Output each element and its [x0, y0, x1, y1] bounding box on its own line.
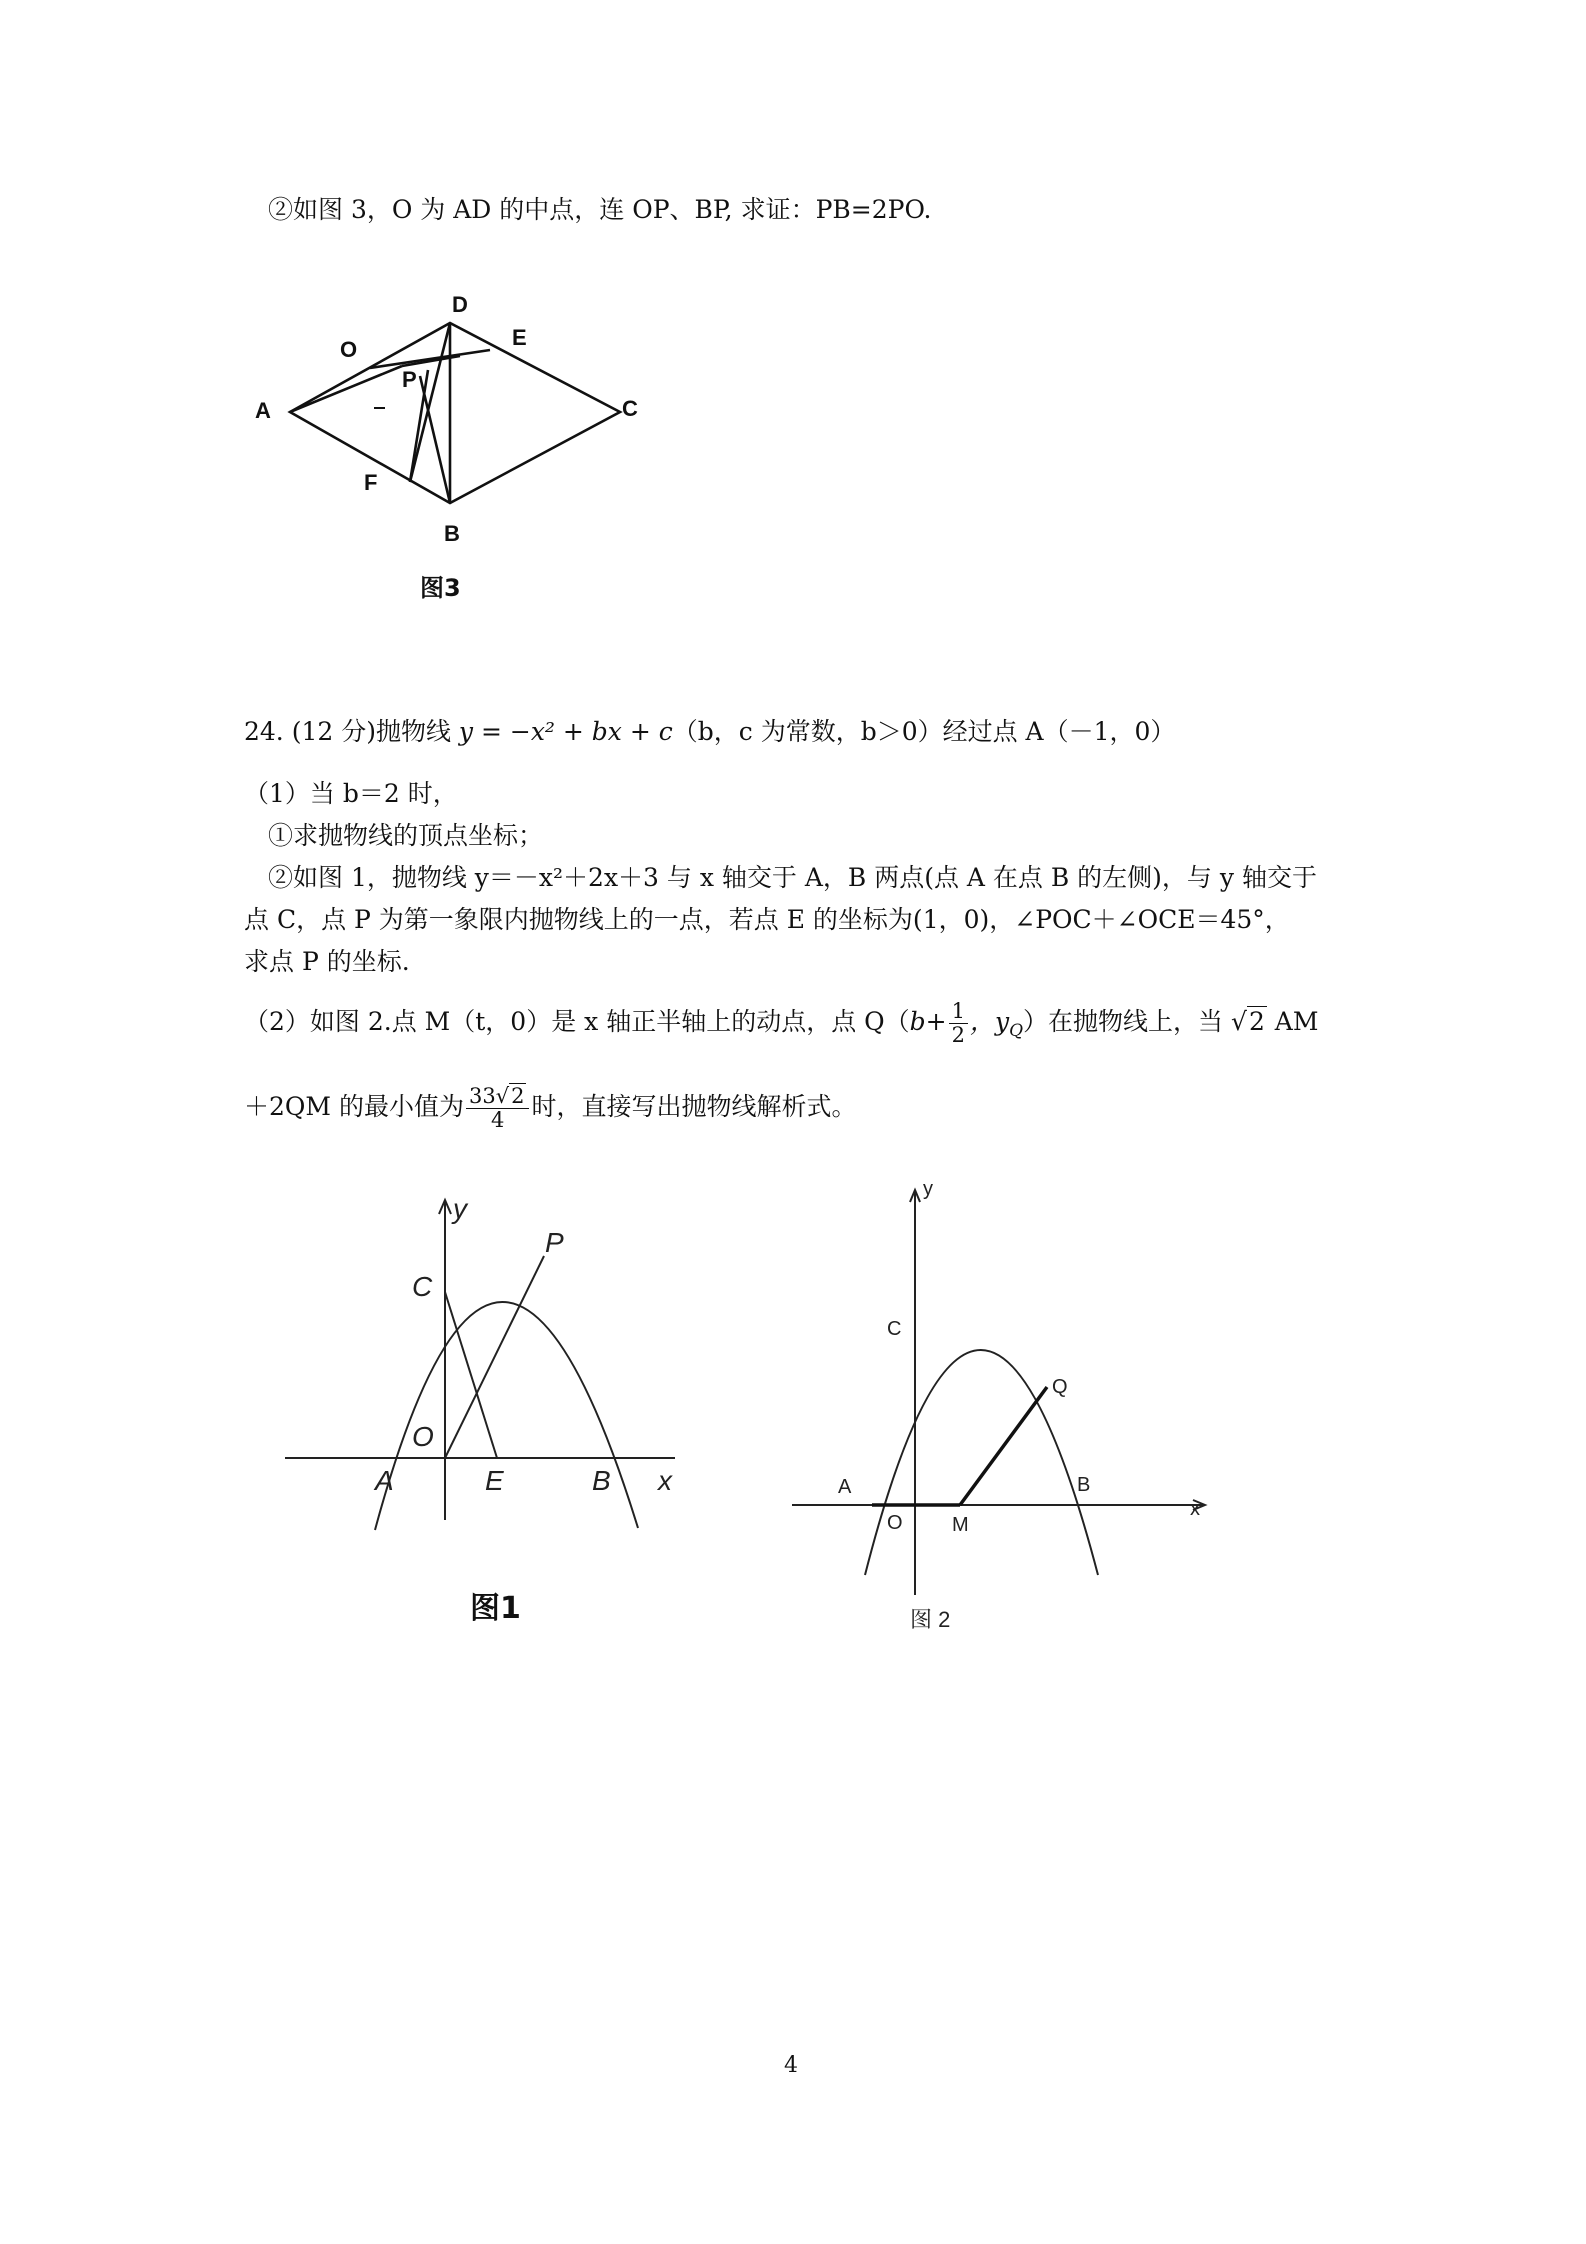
fig1-label-e: E — [485, 1465, 504, 1496]
q2-min-num: 33√2 — [466, 1085, 530, 1109]
q2-am: AM — [1266, 1007, 1319, 1036]
fig1-label-y: y — [453, 1193, 467, 1224]
problem-24-suffix: （b，c 为常数，b＞0）经过点 A（－1，0） — [672, 717, 1176, 746]
q1-part-b-line-3: 求点 P 的坐标. — [244, 947, 410, 976]
q2-start: （2）如图 2.点 M（t，0）是 x 轴正半轴上的动点，点 Q（ — [244, 1007, 910, 1036]
problem-24-statement — [244, 715, 1175, 749]
q1-part-a: ①求抛物线的顶点坐标； — [268, 821, 544, 850]
fig1-label-x: x — [658, 1465, 672, 1496]
fig3-label-d: D — [452, 292, 468, 317]
fig2-label-x: x — [1190, 1498, 1200, 1520]
figure-2 — [780, 1175, 1220, 1645]
figure-2-caption: 图 2 — [910, 1607, 951, 1632]
q1-title: （1）当 b＝2 时， — [244, 779, 458, 808]
fig2-label-c: C — [887, 1318, 902, 1340]
page-number: 4 — [784, 2053, 798, 2078]
q2-sqrt-2: 2 — [1248, 1007, 1265, 1036]
fig2-label-a: A — [838, 1476, 852, 1498]
fig3-label-a: A — [255, 398, 271, 423]
q2-half-num: 1 — [949, 1000, 968, 1024]
figure-1-diagram — [280, 1190, 700, 1640]
q2-line-1: （2）如图 2.点 M（t，0）是 x 轴正半轴上的动点，点 Q（b+ $\frac{1}{2}$ ，$y_Q$）在抛物线上，当 √2 AM — [244, 999, 1319, 1047]
q2-q-y-sub: Q — [1009, 1021, 1024, 1041]
fig2-label-m: M — [952, 1514, 969, 1536]
fig2-label-y: y — [923, 1178, 933, 1200]
q2-line-2 — [244, 1085, 856, 1132]
fig3-label-c: C — [622, 396, 638, 421]
q2-q-x: b+ — [909, 1007, 947, 1036]
fig1-label-b: B — [592, 1465, 611, 1496]
q2-half-fraction — [949, 1000, 968, 1047]
problem-24-prefix: 24. (12 分)抛物线 — [244, 717, 459, 746]
q2-q-y: ，y — [969, 1007, 1010, 1036]
q2-mid: ）在抛物线上，当 — [1023, 1007, 1224, 1036]
figure-3-caption: 图3 — [420, 574, 461, 602]
fig2-label-o: O — [887, 1512, 903, 1534]
q2-half-den: 2 — [951, 1023, 965, 1047]
q1-part-b-line-2: 点 C，点 P 为第一象限内抛物线上的一点，若点 E 的坐标为(1，0)，∠POC＋∠OCE＝45°， — [244, 905, 1290, 934]
fig1-label-p: P — [545, 1227, 564, 1258]
fig1-label-o: O — [412, 1421, 434, 1452]
figure-3-diagram — [250, 290, 650, 610]
fig3-label-e: E — [512, 325, 527, 350]
q2-min-fraction — [466, 1085, 530, 1132]
q2-line2-end: 时，直接写出抛物线解析式。 — [531, 1092, 857, 1121]
part-2-statement: ②如图 3，O 为 AD 的中点，连 OP、BP, 求证：PB=2PO. — [268, 195, 932, 224]
fig3-label-f: F — [364, 470, 378, 495]
fig1-label-c: C — [412, 1271, 433, 1302]
q2-line2-start: ＋2QM 的最小值为 — [244, 1092, 464, 1121]
figure-1 — [280, 1190, 700, 1640]
figure-3 — [250, 290, 650, 610]
fig1-label-a: A — [375, 1465, 394, 1496]
fig2-label-q: Q — [1052, 1376, 1068, 1398]
problem-24-formula: y = −x² + bx + c — [458, 717, 673, 746]
figure-1-caption: 图1 — [470, 1591, 521, 1626]
fig3-label-b: B — [444, 521, 460, 546]
fig3-label-p: P — [402, 367, 417, 392]
figure-2-diagram — [780, 1175, 1220, 1645]
q2-min-num-coef: 33 — [468, 1084, 496, 1108]
fig2-label-b: B — [1077, 1474, 1091, 1496]
q2-min-den: 4 — [491, 1108, 505, 1132]
q2-min-num-root: 2 — [511, 1084, 525, 1108]
q1-part-b-line-1: ②如图 1，抛物线 y＝－x²＋2x＋3 与 x 轴交于 A，B 两点(点 A 在点 B 的左侧)，与 y 轴交于 — [268, 863, 1317, 892]
fig3-label-o: O — [340, 337, 358, 362]
